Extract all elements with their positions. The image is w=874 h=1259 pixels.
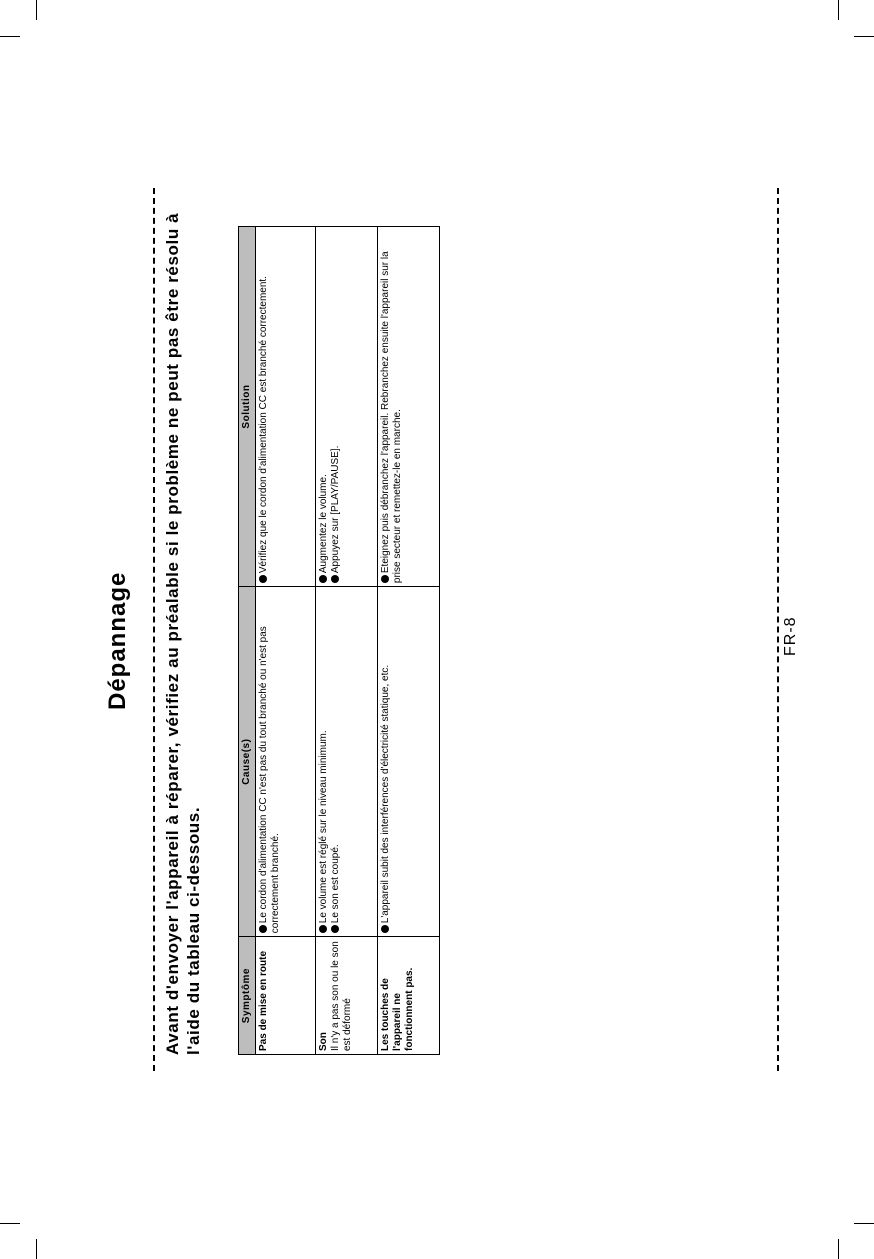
crop-mark <box>36 1239 37 1259</box>
bullet-icon <box>381 575 389 583</box>
page-title: Dépannage <box>104 571 131 710</box>
table-row <box>315 227 377 1055</box>
cause-item: Le volume est réglé sur le niveau minimum. <box>318 590 330 933</box>
symptom-title: Les touches de l'appareil ne fonctionnent pas. <box>379 967 415 1051</box>
crop-mark <box>838 0 839 20</box>
symptom-title: Son <box>317 1032 329 1051</box>
bullet-icon <box>331 575 339 583</box>
cause-cell <box>256 587 316 937</box>
crop-mark <box>36 0 37 20</box>
troubleshooting-table <box>238 226 440 1055</box>
intro-text: Avant d'envoyer l'appareil à réparer, vérifiez au préalable si le problème ne peut pas être résolu à l'aide du tableau ci-dessous. <box>163 212 203 1055</box>
cause-cell <box>315 587 377 937</box>
crop-mark <box>0 36 20 37</box>
header-cause: Cause(s) <box>239 587 256 937</box>
bullet-icon <box>381 925 389 933</box>
crop-mark <box>854 36 874 37</box>
cause-cell <box>377 587 439 937</box>
symptom-title: Pas de mise en route <box>258 950 269 1051</box>
header-solution: Solution <box>239 227 256 587</box>
symptom-detail: Il n'y a pas son ou le son est déformé <box>329 941 353 1051</box>
crop-mark <box>854 1223 874 1224</box>
table-row <box>256 227 316 1055</box>
cause-item: L'appareil subit des interférences d'électricité statique, etc. <box>380 590 392 933</box>
solution-cell <box>377 227 439 587</box>
crop-mark <box>0 1223 20 1224</box>
bullet-icon <box>319 575 327 583</box>
bullet-icon <box>259 925 267 933</box>
table-header-row <box>239 227 256 1055</box>
solution-cell <box>256 227 316 587</box>
solution-item: Vérifiez que le cordon d'alimentation CC est branché correctement. <box>258 230 270 583</box>
solution-item: Augmentez le volume. <box>318 230 330 583</box>
bullet-icon <box>319 925 327 933</box>
bullet-icon <box>331 925 339 933</box>
right-dashed-rule <box>777 188 779 1071</box>
cause-item: Le son est coupé. <box>330 590 342 933</box>
solution-item: Eteignez puis débranchez l'appareil. Rebranchez ensuite l'appareil sur la prise secteur et remettez-le en marche. <box>379 251 403 584</box>
solution-item: Appuyez sur [PLAY/PAUSE]. <box>330 230 342 583</box>
symptom-cell <box>377 937 439 1055</box>
table-row <box>377 227 439 1055</box>
symptom-cell <box>256 937 316 1055</box>
page-content <box>100 190 799 1070</box>
header-symptom: Symptôme <box>239 937 256 1055</box>
bullet-icon <box>259 575 267 583</box>
cause-item: Le cordon d'alimentation CC n'est pas du tout branché ou n'est pas correctement branché. <box>258 626 281 934</box>
crop-mark <box>838 1239 839 1259</box>
page-number: FR-8 <box>782 616 799 656</box>
solution-cell <box>315 227 377 587</box>
symptom-cell <box>315 937 377 1055</box>
